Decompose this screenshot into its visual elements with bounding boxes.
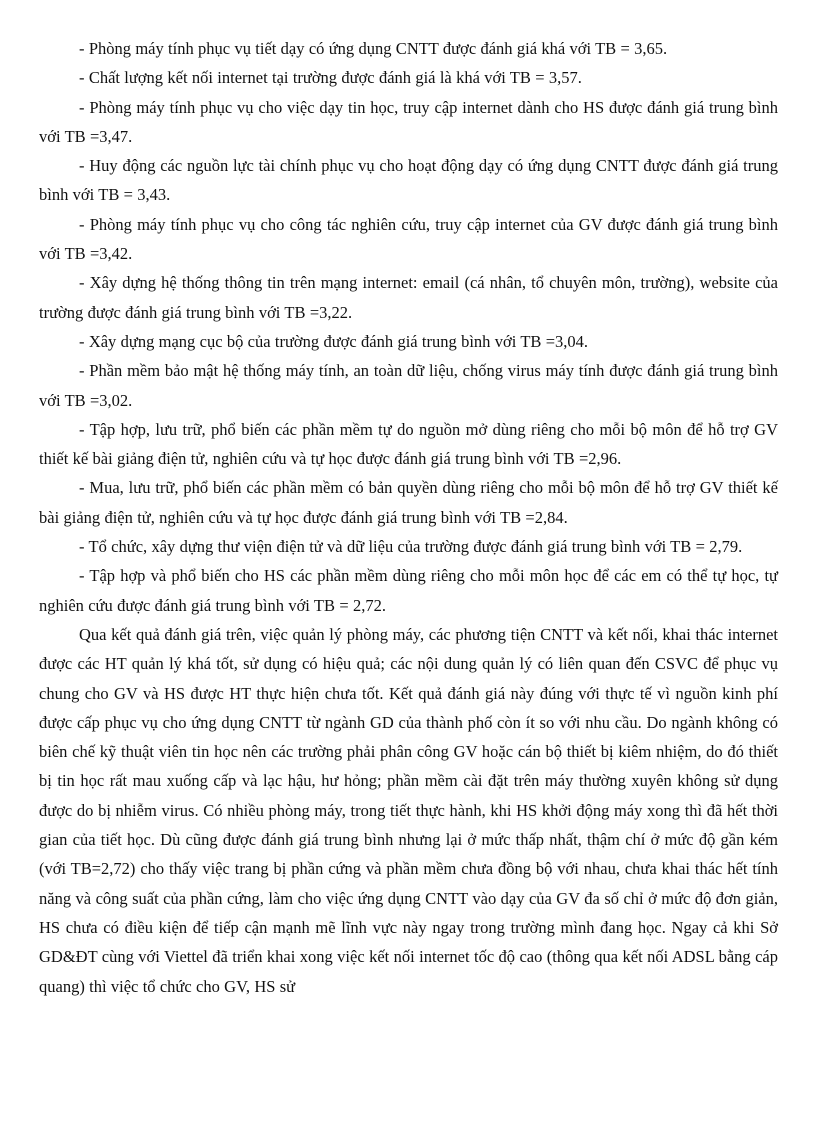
paragraph-computer-room-teaching: - Phòng máy tính phục vụ tiết dạy có ứng dụng CNTT được đánh giá khá với TB = 3,65.	[79, 39, 668, 58]
paragraph-digital-library: - Tổ chức, xây dựng thư viện điện tử và dữ liệu của trường được đánh giá trung bình với TB = 2,79.	[79, 537, 743, 557]
paragraph-financial-resources: - Huy động các nguồn lực tài chính phục vụ cho hoạt động dạy có ứng dụng CNTT được đánh giá trung bình với TB = 3,43.	[39, 156, 778, 205]
paragraph-licensed-software: - Mua, lưu trữ, phổ biến các phần mềm có bản quyền dùng riêng cho mỗi bộ môn để hỗ trợ GV thiết kế bài giảng điện tử, nghiên cứu và tự học được đánh giá trung bình với TB =2,84.	[39, 478, 778, 527]
paragraph-open-source-software: - Tập hợp, lưu trữ, phổ biến các phần mềm tự do nguồn mở dùng riêng cho mỗi bộ môn để hỗ trợ GV thiết kế bài giảng điện tử, nghiên cứu và tự học được đánh giá trung bình với TB =2,96.	[39, 419, 778, 469]
paragraph-internet-quality: - Chất lượng kết nối internet tại trường được đánh giá là khá với TB = 3,57.	[79, 68, 582, 88]
paragraph-student-software: - Tập hợp và phổ biến cho HS các phần mềm dùng riêng cho mỗi môn học để các em có thể tự học, tự nghiên cứu được đánh giá trung bình với TB = 2,72.	[39, 566, 778, 615]
paragraph-analysis: Qua kết quả đánh giá trên, việc quản lý phòng máy, các phương tiện CNTT và kết nối, khai thác internet được các HT quản lý khá tốt, sử dụng có hiệu quả; các nội dung quản lý có liên quan đến CSVC để phục vụ chung cho GV và HS được HT thực hiện chưa tốt. Kết quả đánh giá này đúng với thực tế vì nguồn kinh phí được cấp phục vụ cho ứng dụng CNTT từ ngành GD của thành phố còn ít so với nhu cầu. Do ngành không có biên chế kỹ thuật viên tin học nên các trường phải phân công GV hoặc cán bộ thiết bị kiêm nhiệm, do đó thiết bị tin học rất mau xuống cấp và lạc hậu, hư hỏng; phần mềm cài đặt trên máy thường xuyên không sử dụng được do bị nhiễm virus. Có nhiều phòng máy, trong tiết thực hành, khi HS khởi động máy xong thì đã hết thời gian của tiết học. Dù cũng được đánh giá trung bình nhưng lại ở mức thấp nhất, thậm chí ở mức độ gần kém (với TB=2,72) cho thấy việc trang bị phần cứng và phần mềm chưa đồng bộ với nhau, chưa khai thác hết tính năng và công suất của phần cứng, làm cho việc ứng dụng CNTT vào dạy của GV đa số chỉ ở mức độ đơn giản, HS chưa có điều kiện để tiếp cận mạnh mẽ lĩnh vực này ngay trong trường mình đang học. Ngay cả khi Sở GD&ĐT cùng với Viettel đã triển khai xong việc kết nối internet tốc độ cao (thông qua kết nối ADSL bằng cáp quang) thì việc tổ chức cho GV, HS sử	[39, 624, 778, 996]
paragraph-computer-room-teachers: - Phòng máy tính phục vụ cho công tác nghiên cứu, truy cập internet của GV được đánh giá trung bình với TB =3,42.	[39, 214, 778, 264]
paragraph-local-network: - Xây dựng mạng cục bộ của trường được đánh giá trung bình với TB =3,04.	[79, 331, 589, 351]
paragraph-security-software: - Phần mềm bảo mật hệ thống máy tính, an toàn dữ liệu, chống virus máy tính được đánh giá trung bình với TB =3,02.	[39, 361, 778, 410]
paragraph-information-system: - Xây dựng hệ thống thông tin trên mạng internet: email (cá nhân, tổ chuyên môn, trường), website của trường được đánh giá trung bình với TB =3,22.	[39, 273, 778, 322]
paragraph-computer-room-students: - Phòng máy tính phục vụ cho việc dạy tin học, truy cập internet dành cho HS được đánh giá trung bình với TB =3,47.	[39, 97, 778, 146]
